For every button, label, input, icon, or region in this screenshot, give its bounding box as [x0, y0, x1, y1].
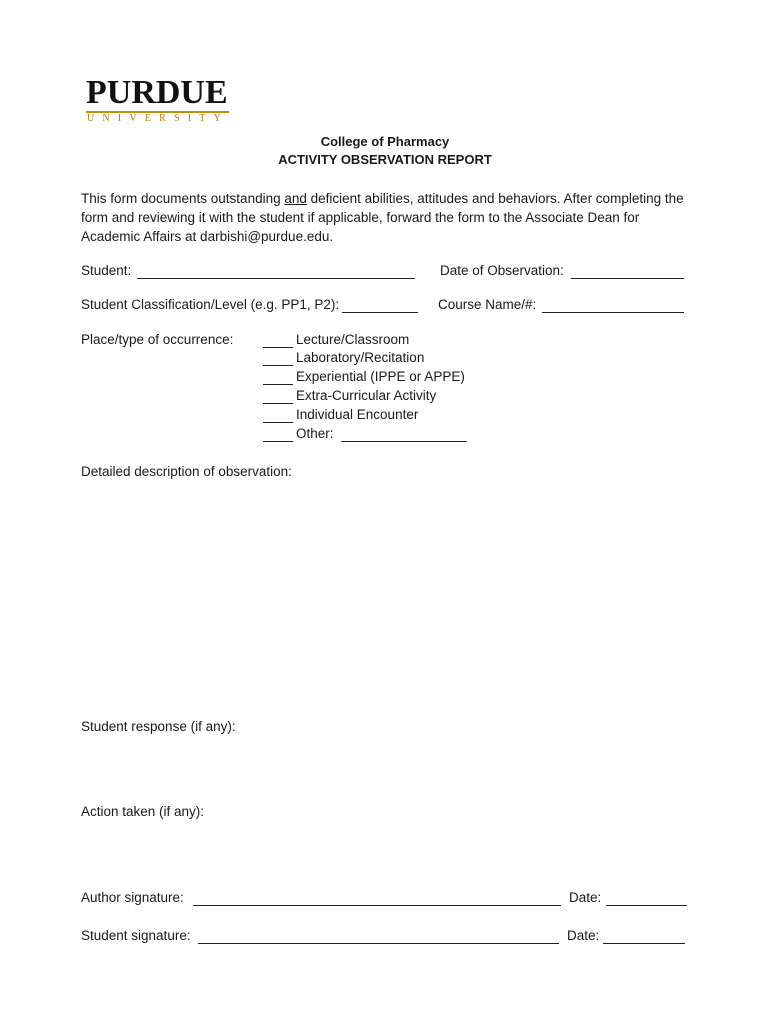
action-label: Action taken (if any): — [81, 804, 205, 819]
course-label: Course Name/#: — [438, 297, 537, 312]
intro-paragraph — [81, 189, 701, 246]
option-blank-experiential[interactable] — [263, 371, 293, 385]
student-date-field[interactable] — [603, 930, 685, 944]
option-other: Other: — [296, 426, 334, 441]
author-date-field[interactable] — [606, 892, 687, 906]
intro-part1: This form documents outstanding — [81, 191, 285, 206]
author-date-label: Date: — [569, 890, 602, 905]
option-individual: Individual Encounter — [296, 407, 419, 422]
college-name: College of Pharmacy — [320, 134, 450, 149]
date-observation-field[interactable] — [571, 265, 684, 279]
option-blank-extracurricular[interactable] — [263, 390, 293, 404]
option-blank-laboratory[interactable] — [263, 352, 293, 366]
intro-underlined: and — [284, 191, 307, 206]
option-blank-lecture[interactable] — [263, 334, 293, 348]
option-lecture: Lecture/Classroom — [296, 332, 410, 347]
intro-part2: deficient abilities, attitudes and behaviors. After completing the form and reviewing it with the student if applicable, forward the form to the Associate Dean for Academic Affairs at darbishi@purdue.edu. — [81, 191, 684, 244]
purdue-logo-wordmark: PURDUE — [86, 74, 228, 111]
description-area[interactable] — [81, 484, 689, 706]
course-field[interactable] — [542, 299, 684, 313]
author-signature-field[interactable] — [193, 892, 561, 906]
response-label: Student response (if any): — [81, 719, 236, 734]
author-signature-label: Author signature: — [81, 890, 184, 905]
response-area[interactable] — [81, 740, 689, 795]
description-label: Detailed description of observation: — [81, 464, 292, 479]
place-label: Place/type of occurrence: — [81, 332, 234, 347]
report-title: ACTIVITY OBSERVATION REPORT — [278, 152, 492, 167]
action-area[interactable] — [81, 825, 689, 880]
classification-field[interactable] — [342, 299, 418, 313]
student-signature-label: Student signature: — [81, 928, 191, 943]
student-date-label: Date: — [567, 928, 600, 943]
option-extracurricular: Extra-Curricular Activity — [296, 388, 437, 403]
student-field[interactable] — [137, 265, 415, 279]
option-experiential: Experiential (IPPE or APPE) — [296, 369, 465, 384]
option-blank-other[interactable] — [263, 428, 293, 442]
classification-label: Student Classification/Level (e.g. PP1, P2): — [81, 297, 340, 312]
other-field[interactable] — [341, 428, 467, 442]
purdue-logo-subtext: UNIVERSITY — [87, 113, 229, 124]
date-observation-label: Date of Observation: — [440, 263, 564, 278]
student-label: Student: — [81, 263, 132, 278]
student-signature-field[interactable] — [198, 930, 559, 944]
option-blank-individual[interactable] — [263, 409, 293, 423]
option-laboratory: Laboratory/Recitation — [296, 350, 425, 365]
